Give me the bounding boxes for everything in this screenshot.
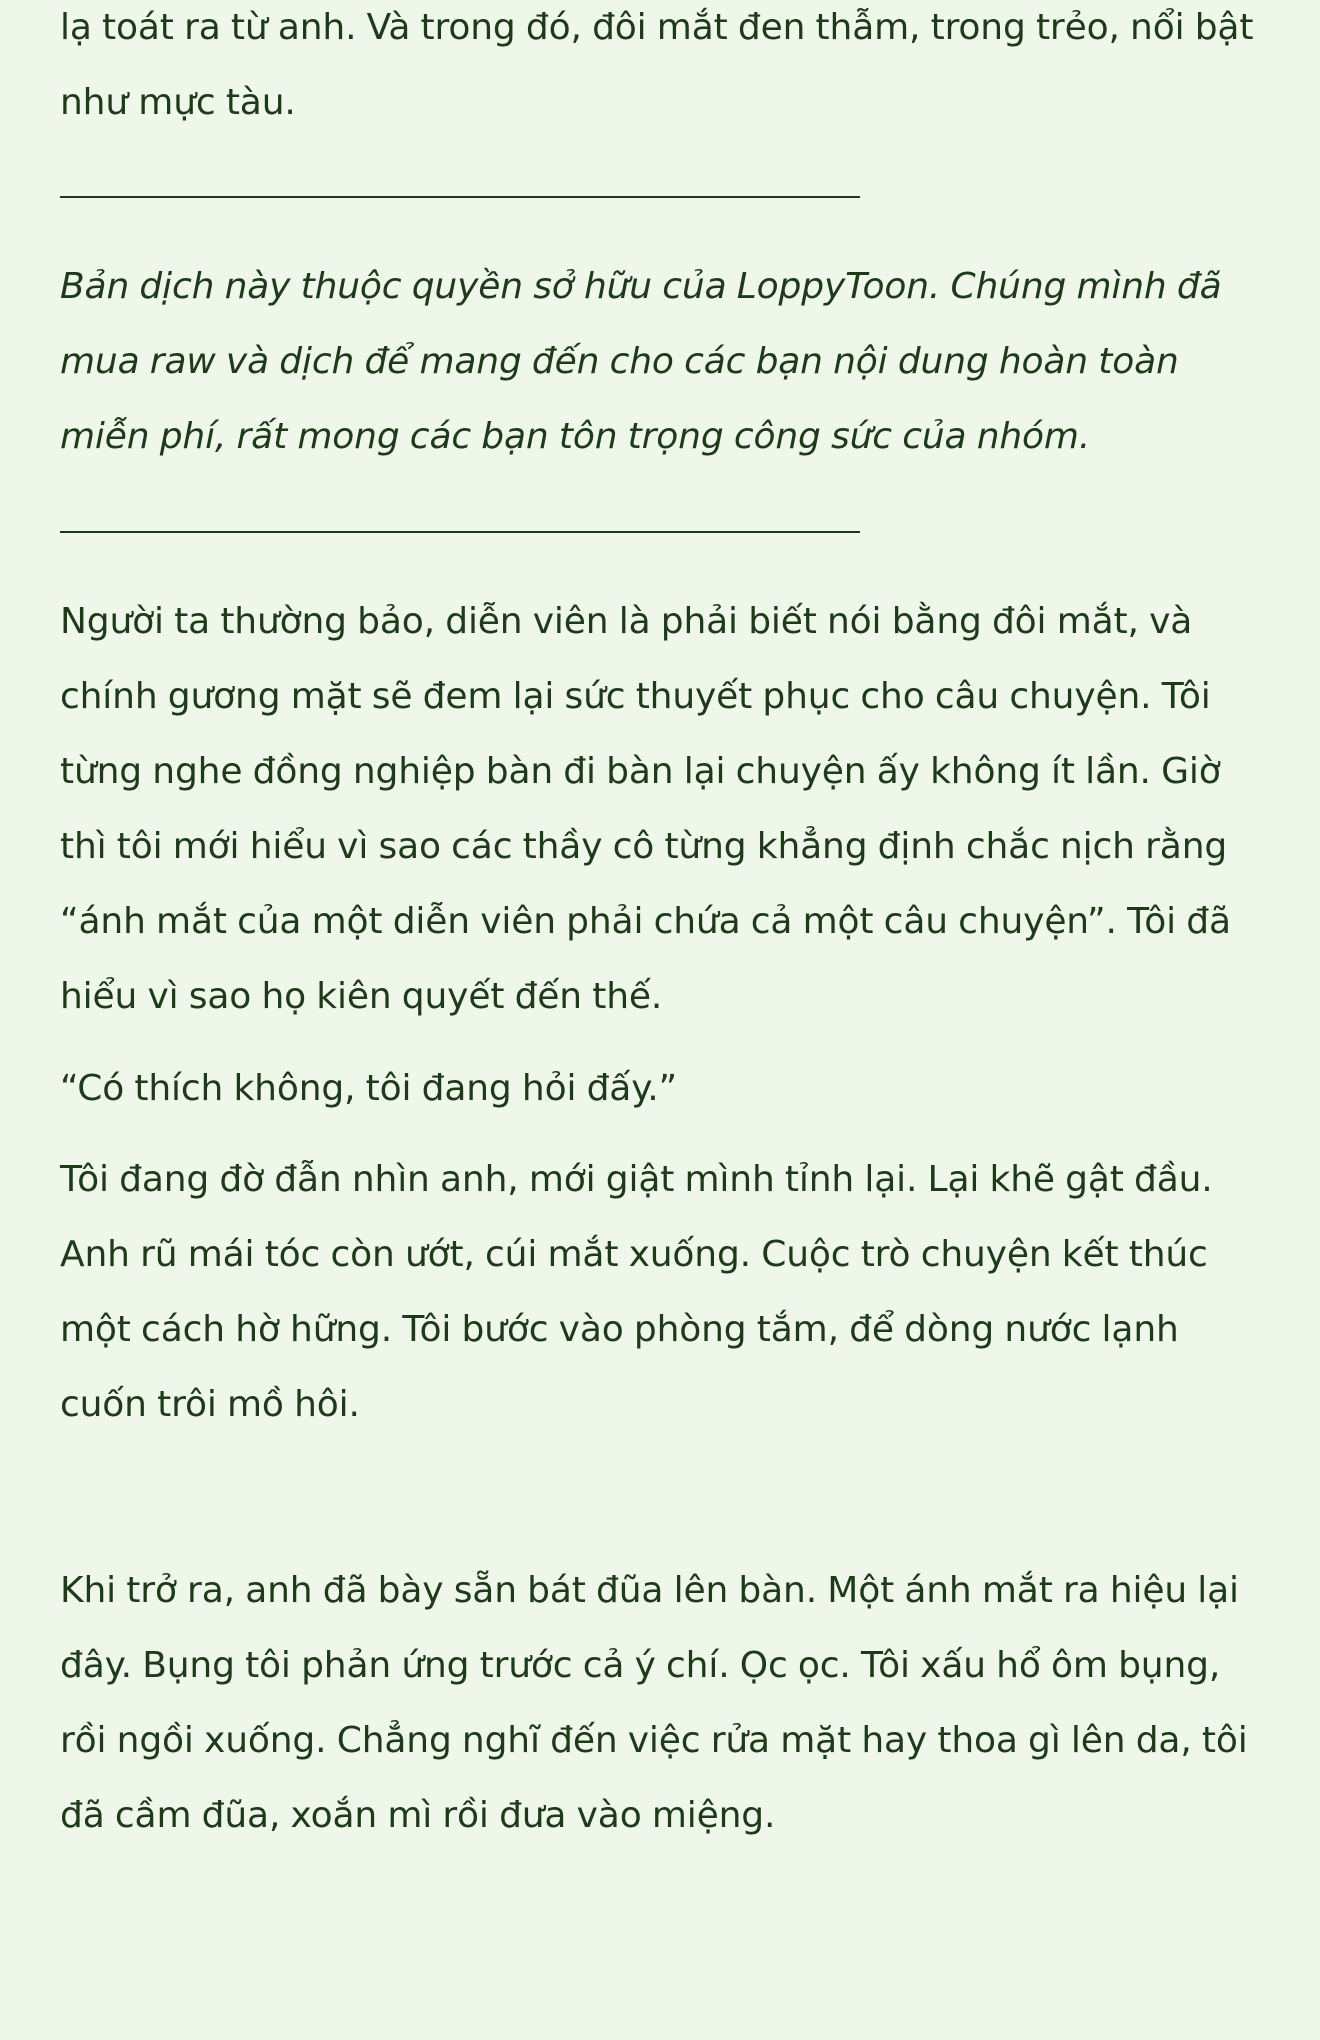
translator-notice: Bản dịch này thuộc quyền sở hữu của LoppyToon. Chúng mình đã mua raw và dịch để mang đến cho các bạn nội dung hoàn toàn miễn phí, rất mong các bạn tôn trọng công sức của nhóm. xyxy=(60,266,1222,457)
divider-bottom xyxy=(60,531,860,533)
paragraph-dialogue: “Có thích không, tôi đang hỏi đấy.” xyxy=(60,1068,678,1109)
paragraph-nod: Tôi đang đờ đẫn nhìn anh, mới giật mình tỉnh lại. Lại khẽ gật đầu. Anh rũ mái tóc còn ướt, cúi mắt xuống. Cuộc trò chuyện kết thúc một cách hờ hững. Tôi bước vào phòng tắm, để dòng nước lạnh cuốn trôi mồ hôi. xyxy=(60,1159,1213,1425)
paragraph-top: lạ toát ra từ anh. Và trong đó, đôi mắt đen thẫm, trong trẻo, nổi bật như mực tàu. xyxy=(60,7,1254,123)
paragraph-meal: Khi trở ra, anh đã bày sẵn bát đũa lên bàn. Một ánh mắt ra hiệu lại đây. Bụng tôi phản ứng trước cả ý chí. Ọc ọc. Tôi xấu hổ ôm bụng, rồi ngồi xuống. Chẳng nghĩ đến việc rửa mặt hay thoa gì lên da, tôi đã cầm đũa, xoắn mì rồi đưa vào miệng. xyxy=(60,1570,1248,1836)
paragraph-acting: Người ta thường bảo, diễn viên là phải biết nói bằng đôi mắt, và chính gương mặt sẽ đem lại sức thuyết phục cho câu chuyện. Tôi từng nghe đồng nghiệp bàn đi bàn lại chuyện ấy không ít lần. Giờ thì tôi mới hiểu vì sao các thầy cô từng khẳng định chắc nịch rằng “ánh mắt của một diễn viên phải chứa cả một câu chuyện”. Tôi đã hiểu vì sao họ kiên quyết đến thế. xyxy=(60,601,1231,1017)
divider-top xyxy=(60,196,860,198)
